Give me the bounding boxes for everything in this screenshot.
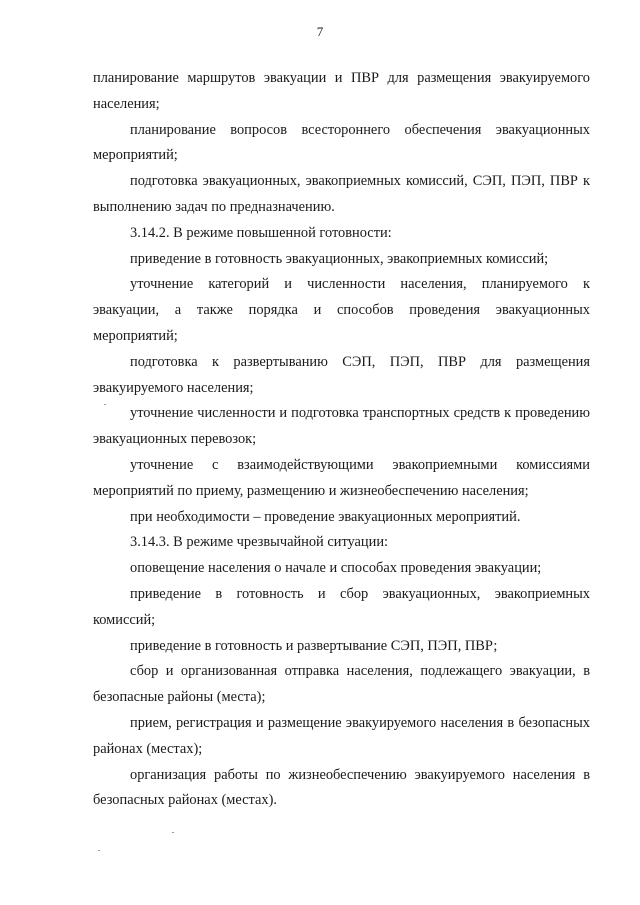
section-heading-emergency: 3.14.3. В режиме чрезвычайной ситуации:	[130, 534, 389, 551]
paragraph-assembly: приведение в готовность и сбор эвакуационных, эвакоприемных комиссий;	[93, 585, 590, 628]
paragraph-commission-preparation: подготовка эвакуационных, эвакоприемных комиссий, СЭП, ПЭП, ПВР к выполнению задач по предназначению.	[93, 173, 590, 215]
paragraph-support-planning: планирование вопросов всестороннего обеспечения эвакуационных мероприятий;	[93, 121, 590, 164]
paragraph-interaction: уточнение с взаимодействующими эвакоприемными комиссиями мероприятий по приему, размещению и жизнеобеспечению населения;	[93, 456, 590, 499]
page-number: 7	[316, 24, 324, 39]
paragraph-transport: уточнение численности и подготовка транспортных средств к проведению эвакуационных перевозок;	[93, 405, 590, 448]
paragraph-categories: уточнение категорий и численности населения, планируемого к эвакуации, а также порядка и способов проведения эвакуационных мероприятий;	[93, 276, 590, 344]
paragraph-deployment-prep: подготовка к развертыванию СЭП, ПЭП, ПВР для размещения эвакуируемого населения;	[93, 353, 590, 396]
section-heading-high-alert: 3.14.2. В режиме повышенной готовности:	[130, 224, 392, 241]
paragraph-life-support: организация работы по жизнеобеспечению эвакуируемого населения в безопасных районах (местах).	[93, 766, 590, 809]
paragraph-registration: прием, регистрация и размещение эвакуируемого населения в безопасных районах (местах);	[93, 714, 590, 757]
paragraph-notification: оповещение населения о начале и способах проведения эвакуации;	[130, 560, 542, 577]
scan-speck	[172, 832, 174, 833]
document-body	[93, 66, 590, 814]
paragraph-evacuation-measures: при необходимости – проведение эвакуационных мероприятий.	[130, 508, 521, 525]
scan-speck	[104, 404, 106, 405]
paragraph-route-planning: планирование маршрутов эвакуации и ПВР для размещения эвакуируемого населения;	[93, 70, 590, 112]
paragraph-deployment: приведение в готовность и развертывание СЭП, ПЭП, ПВР;	[130, 637, 498, 654]
paragraph-readiness: приведение в готовность эвакуационных, эвакоприемных комиссий;	[130, 250, 549, 267]
paragraph-dispatch: сбор и организованная отправка населения, подлежащего эвакуации, в безопасные районы (места);	[93, 663, 590, 706]
scan-speck	[98, 850, 100, 851]
